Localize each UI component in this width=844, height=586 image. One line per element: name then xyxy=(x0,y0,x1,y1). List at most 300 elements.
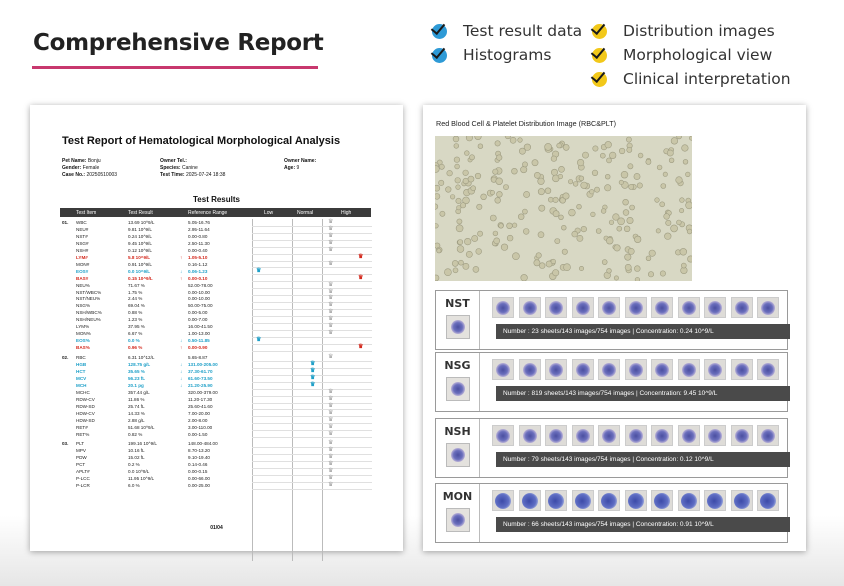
rbc-cell xyxy=(475,136,482,140)
rbc-cell xyxy=(559,215,564,220)
col-high: High xyxy=(341,210,352,216)
page-number: 01/04 xyxy=(210,525,223,531)
check-icon xyxy=(432,24,447,39)
cell-image[interactable] xyxy=(678,359,700,380)
section-number: 01. xyxy=(62,220,69,225)
cell-image[interactable] xyxy=(492,297,514,318)
rbc-cell xyxy=(453,268,458,273)
rbc-cell xyxy=(628,164,633,169)
rbc-cell xyxy=(666,220,671,225)
range-marker-icon: ♛ xyxy=(310,367,316,374)
owner-name-label: Owner Name: xyxy=(284,158,317,164)
cell-type-name: NSH xyxy=(444,425,471,438)
cell-image[interactable] xyxy=(678,490,700,511)
test-item: WBC xyxy=(76,220,87,225)
table-row xyxy=(60,424,371,431)
cell-image[interactable] xyxy=(492,359,514,380)
rbc-cell xyxy=(522,162,527,167)
range-marker-icon: ♛ xyxy=(328,482,334,489)
cell-image[interactable] xyxy=(492,425,514,446)
rbc-cell xyxy=(619,180,623,184)
rbc-cell xyxy=(602,260,607,265)
rbc-cell xyxy=(657,165,662,170)
cell-image[interactable] xyxy=(731,490,753,511)
rbc-cell xyxy=(628,248,634,254)
col-test-item: Test Item xyxy=(76,210,97,216)
rbc-cell xyxy=(507,235,513,241)
range-marker-icon: ♛ xyxy=(328,295,334,302)
rbc-cell xyxy=(521,166,527,172)
cell-image[interactable] xyxy=(678,297,700,318)
rbc-cell xyxy=(495,197,501,203)
test-item: APLT# xyxy=(76,469,90,475)
rbc-cell xyxy=(637,183,642,188)
cell-image[interactable] xyxy=(731,297,753,318)
reference-range: 2.50-11.30 xyxy=(188,240,210,246)
test-item: BAS% xyxy=(76,345,90,351)
title-underline xyxy=(32,66,318,69)
table-row xyxy=(60,254,371,261)
report-title: Test Report of Hematological Morphological Analysis xyxy=(62,135,341,147)
test-item: MCH xyxy=(76,382,87,388)
range-marker-icon: ♛ xyxy=(328,281,334,288)
table-row xyxy=(60,337,371,344)
rbc-cell xyxy=(518,138,523,143)
table-row xyxy=(60,389,371,396)
rbc-cell xyxy=(439,180,444,185)
cell-image[interactable] xyxy=(545,425,567,446)
cell-image[interactable] xyxy=(572,490,594,511)
check-icon xyxy=(592,72,607,87)
test-result: 5.8 10^9/L xyxy=(128,254,151,260)
rbc-cell xyxy=(677,136,682,139)
rbc-cell xyxy=(634,266,640,272)
test-result: 11.86 % xyxy=(128,396,145,402)
rbc-cell xyxy=(551,259,556,264)
reference-range: 61.60-73.50 xyxy=(188,375,213,381)
rbc-cell xyxy=(536,253,541,258)
rbc-cell xyxy=(532,160,538,166)
test-item: PDW xyxy=(76,455,87,461)
test-item: RET% xyxy=(76,431,90,437)
cell-image[interactable] xyxy=(572,359,594,380)
range-marker-icon: ♛ xyxy=(328,423,334,430)
range-marker-icon: ♛ xyxy=(358,253,364,260)
table-row xyxy=(60,226,371,233)
rbc-cell xyxy=(435,166,439,173)
cell-image[interactable] xyxy=(757,297,779,318)
rbc-cell xyxy=(609,152,616,159)
rbc-cell xyxy=(671,225,678,232)
rbc-cell xyxy=(464,238,471,245)
reference-range: 50.00-75.00 xyxy=(188,303,213,309)
rbc-cell xyxy=(452,260,458,266)
table-row xyxy=(60,323,371,330)
range-marker-icon: ♛ xyxy=(310,374,316,381)
rbc-cell xyxy=(569,209,576,216)
test-result: 37.95 % xyxy=(128,324,145,330)
rbc-cell xyxy=(626,137,631,142)
reference-range: 148.00-484.00 xyxy=(188,441,218,447)
test-result: 0.0 10^9/L xyxy=(128,268,151,274)
test-result: 128.75 g/L xyxy=(128,362,151,367)
rbc-cell xyxy=(630,205,635,210)
reference-range: 131.00-205.00 xyxy=(188,362,218,367)
cell-box-nst xyxy=(435,290,788,350)
table-row xyxy=(60,275,371,282)
rbc-cell xyxy=(435,194,440,200)
check-icon xyxy=(592,24,607,39)
cell-image[interactable] xyxy=(519,359,541,380)
rbc-cell xyxy=(688,256,693,262)
test-item: RBC xyxy=(76,355,86,361)
rbc-cell xyxy=(581,226,587,232)
cell-image[interactable] xyxy=(492,490,514,511)
test-result: 9.81 10^9/L xyxy=(128,226,152,232)
cell-image[interactable] xyxy=(651,359,673,380)
table-row xyxy=(60,295,371,302)
case-no: 20250510003 xyxy=(86,172,118,178)
range-marker-icon: ♛ xyxy=(328,316,334,323)
table-row xyxy=(60,440,371,447)
table-row xyxy=(60,382,371,389)
test-item: NSG% xyxy=(76,303,91,309)
rbc-cell xyxy=(473,266,479,272)
range-marker-icon: ♛ xyxy=(328,440,334,447)
rbc-cell xyxy=(518,214,524,220)
table-row xyxy=(60,247,371,254)
cell-image[interactable] xyxy=(651,297,673,318)
cell-image[interactable] xyxy=(625,425,647,446)
rbc-cell xyxy=(534,260,540,266)
gender-label: Gender: xyxy=(62,165,82,171)
cell-box-nsh xyxy=(435,418,788,478)
row-divider xyxy=(252,437,372,438)
rbc-cell xyxy=(478,144,483,149)
rbc-cell xyxy=(499,223,504,228)
range-marker-icon: ♛ xyxy=(328,430,334,437)
cell-image[interactable] xyxy=(757,425,779,446)
rbc-cell xyxy=(682,145,689,152)
test-item: PLT xyxy=(76,441,85,447)
rbc-cell xyxy=(621,171,628,178)
rbc-cell xyxy=(605,141,612,148)
rbc-cell xyxy=(471,186,476,191)
test-result: 199.16 10^9/L xyxy=(128,441,157,447)
reference-range: 25.60-41.60 xyxy=(188,403,213,409)
range-marker-icon: ♛ xyxy=(358,344,364,351)
rbc-cell xyxy=(545,143,552,150)
rbc-cell xyxy=(660,202,665,207)
rbc-cell xyxy=(447,170,453,176)
rbc-cell xyxy=(493,169,498,174)
cell-image-strip xyxy=(492,297,782,317)
cell-type-label xyxy=(436,291,480,349)
range-marker-icon: ♛ xyxy=(328,232,334,239)
range-marker-icon: ♛ xyxy=(328,447,334,454)
rbc-cell xyxy=(553,211,559,217)
cell-image[interactable] xyxy=(757,359,779,380)
rbc-cell xyxy=(683,159,688,164)
test-result: 10.16 fL xyxy=(128,448,145,454)
cell-image[interactable] xyxy=(598,359,620,380)
test-item: PCT xyxy=(76,462,86,468)
range-marker-icon: ♛ xyxy=(328,395,334,402)
test-item: MON% xyxy=(76,331,91,337)
result-arrow: ↑ xyxy=(180,275,183,281)
test-item: P-LCC xyxy=(76,476,90,482)
table-row xyxy=(60,447,371,454)
cell-type-label xyxy=(436,484,480,542)
rbc-cell xyxy=(607,268,612,273)
species-label: Species: xyxy=(160,165,181,171)
rbc-cell xyxy=(539,205,545,211)
cell-type-name: MON xyxy=(442,490,473,503)
table-row xyxy=(60,368,371,375)
rbc-cell xyxy=(457,219,462,224)
range-marker-icon: ♛ xyxy=(328,288,334,295)
test-item: NST# xyxy=(76,233,88,239)
cell-image[interactable] xyxy=(572,425,594,446)
rbc-cell xyxy=(439,164,444,169)
rbc-cell xyxy=(592,170,598,176)
cell-image[interactable] xyxy=(625,490,647,511)
cell-image-strip xyxy=(492,490,782,510)
cell-count-info: Number : 23 sheets/143 images/754 images | Concentration: 0.24 10^9/L xyxy=(496,324,790,339)
table-row xyxy=(60,361,371,368)
test-result: 2.88 g/L xyxy=(128,417,145,423)
rbc-cell xyxy=(623,199,629,205)
cell-image[interactable] xyxy=(598,425,620,446)
rbc-cell xyxy=(456,198,461,203)
rbc-cell xyxy=(605,185,611,191)
table-row xyxy=(60,316,371,323)
test-result: 0.0 % xyxy=(128,338,140,344)
cell-count-info: Number : 79 sheets/143 images/754 images | Concentration: 0.12 10^9/L xyxy=(496,452,790,467)
rbc-cell xyxy=(614,245,620,251)
test-result: 15.02 fL xyxy=(128,455,145,461)
cell-type-label xyxy=(436,353,480,411)
rbc-cell xyxy=(435,204,438,210)
test-time-label: Test Time: xyxy=(160,172,185,178)
rbc-cell xyxy=(649,250,655,256)
test-item: LYM# xyxy=(76,254,88,260)
rbc-cell xyxy=(627,147,632,152)
cell-image[interactable] xyxy=(625,297,647,318)
rbc-cell xyxy=(494,238,500,244)
range-marker-icon: ♛ xyxy=(256,337,262,344)
result-arrow: ↓ xyxy=(180,382,183,388)
cell-image[interactable] xyxy=(731,425,753,446)
rbc-cell xyxy=(656,229,660,233)
rbc-cell xyxy=(558,174,563,179)
table-row xyxy=(60,396,371,403)
cell-image[interactable] xyxy=(651,425,673,446)
test-item: HGB xyxy=(76,362,87,367)
test-result: 71.67 % xyxy=(128,282,145,288)
pet-name-label: Pet Name: xyxy=(62,158,87,164)
range-marker-icon: ♛ xyxy=(256,267,262,274)
cell-image[interactable] xyxy=(678,425,700,446)
table-row xyxy=(60,289,371,296)
table-row xyxy=(60,375,371,382)
cell-image[interactable] xyxy=(704,297,726,318)
section-number: 02. xyxy=(62,355,69,361)
gender: Female xyxy=(82,165,100,171)
reference-range: 0.00-0.15 xyxy=(188,469,208,475)
rbc-cell xyxy=(619,148,625,154)
test-result: 6.0 % xyxy=(128,483,140,489)
rbc-cell xyxy=(605,174,610,179)
rbc-cell xyxy=(680,248,687,255)
test-time: 2025-07-24 18:38 xyxy=(185,172,226,178)
cell-image[interactable] xyxy=(519,425,541,446)
rbc-cell xyxy=(435,275,439,281)
rbc-cell xyxy=(496,155,502,161)
rbc-cell xyxy=(538,188,544,194)
cell-image[interactable] xyxy=(545,490,567,511)
range-marker-icon: ♛ xyxy=(328,354,334,361)
table-row xyxy=(60,344,371,351)
rbc-cell xyxy=(481,194,487,200)
rbc-cell xyxy=(568,180,572,184)
test-item: LYM% xyxy=(76,324,90,330)
reference-range: 2.00-8.00 xyxy=(188,417,208,423)
reference-range: 0.00-10.00 xyxy=(188,289,210,295)
rbc-cell xyxy=(607,158,612,163)
cell-image[interactable] xyxy=(545,359,567,380)
reference-range: 9.10-19.40 xyxy=(188,455,210,461)
rbc-cell xyxy=(623,210,629,216)
table-row xyxy=(60,354,371,361)
test-result: 0.91 10^9/L xyxy=(128,261,152,267)
cell-image[interactable] xyxy=(704,359,726,380)
cell-image[interactable] xyxy=(545,297,567,318)
range-marker-icon: ♛ xyxy=(328,246,334,253)
table-row xyxy=(60,417,371,424)
table-row xyxy=(60,475,371,482)
range-marker-icon: ♛ xyxy=(328,402,334,409)
cell-image[interactable] xyxy=(598,490,620,511)
rbc-cell xyxy=(646,159,651,164)
rbc-cell xyxy=(523,229,529,235)
rbc-cell xyxy=(444,269,451,276)
rbc-cell xyxy=(524,191,530,197)
table-row xyxy=(60,468,371,475)
rbc-cell xyxy=(686,202,692,209)
rbc-cell xyxy=(687,229,692,234)
cell-image[interactable] xyxy=(731,359,753,380)
reference-range: 0.16-1.12 xyxy=(188,261,208,267)
cell-type-label xyxy=(436,419,480,477)
feature-clinical-interpretation xyxy=(592,70,791,88)
cell-image[interactable] xyxy=(757,490,779,511)
rbc-cell xyxy=(665,233,672,240)
cell-type-name: NST xyxy=(445,297,470,310)
table-row xyxy=(60,302,371,309)
cell-image[interactable] xyxy=(704,490,726,511)
rbc-cell xyxy=(655,198,660,203)
rbc-cell xyxy=(663,172,667,176)
rbc-cell xyxy=(538,232,544,238)
table-row xyxy=(60,219,371,226)
meta-col-3 xyxy=(284,158,316,172)
test-result: 20.1 pg xyxy=(128,382,144,388)
owner-tel-label: Owner Tel.: xyxy=(160,158,187,164)
reference-range: 0.00-25.00 xyxy=(188,483,210,489)
rbc-cell xyxy=(689,136,692,140)
rbc-cell xyxy=(577,204,582,209)
rbc-cell xyxy=(676,177,683,184)
test-item: NSH/WBC% xyxy=(76,310,102,316)
rbc-cell xyxy=(469,155,474,160)
rbc-cell xyxy=(456,225,463,232)
test-result: 51.68 10^9/L xyxy=(128,424,155,430)
test-item: EOS# xyxy=(76,268,89,274)
test-result: 56.23 fL xyxy=(128,375,146,381)
test-result: 13.69 10^9/L xyxy=(128,220,155,225)
cell-image[interactable] xyxy=(519,297,541,318)
test-item: NST/NEU% xyxy=(76,296,101,302)
row-divider xyxy=(252,489,372,490)
rbc-cell xyxy=(617,226,622,231)
cell-thumbnail xyxy=(446,377,470,401)
reference-range: 11.20-17.30 xyxy=(188,396,213,402)
cell-image[interactable] xyxy=(598,297,620,318)
cell-image[interactable] xyxy=(572,297,594,318)
reference-range: 0.00-1.50 xyxy=(188,431,208,437)
rbc-cell xyxy=(609,220,614,225)
cell-image[interactable] xyxy=(625,359,647,380)
test-result: 0.0 10^9/L xyxy=(128,469,150,475)
rbc-cell xyxy=(548,197,553,202)
test-result: 0.24 10^9/L xyxy=(128,233,152,239)
test-item: NSH/NEU% xyxy=(76,317,101,323)
reference-range: 0.50-11.85 xyxy=(188,338,210,344)
rbc-cell xyxy=(634,173,640,179)
range-marker-icon: ♛ xyxy=(328,225,334,232)
rbc-cell xyxy=(477,204,482,209)
cell-image[interactable] xyxy=(519,490,541,511)
rbc-cell xyxy=(496,178,503,185)
test-result: 9.45 10^9/L xyxy=(128,240,152,246)
rbc-cell xyxy=(538,178,545,185)
rbc-cell xyxy=(440,211,445,216)
rbc-cell xyxy=(545,188,551,194)
cell-image[interactable] xyxy=(651,490,673,511)
rbc-cell xyxy=(510,137,516,143)
range-marker-icon: ♛ xyxy=(310,381,316,388)
rbc-cell xyxy=(614,276,618,280)
rbc-cell xyxy=(501,244,508,251)
rbc-cell xyxy=(635,277,640,281)
rbc-cell xyxy=(590,189,595,194)
rbc-cell xyxy=(634,236,641,243)
range-marker-icon: ♛ xyxy=(328,409,334,416)
test-result: 0.82 % xyxy=(128,431,143,437)
rbc-cell xyxy=(553,197,558,202)
test-item: HDW-SD xyxy=(76,417,95,423)
age: 9 xyxy=(296,165,300,171)
rbc-cell xyxy=(463,170,469,176)
results-table-header xyxy=(60,208,371,217)
range-marker-icon: ♛ xyxy=(328,468,334,475)
result-arrow: ↓ xyxy=(180,362,183,367)
rbc-plt-microscope-image xyxy=(435,136,692,281)
rbc-cell xyxy=(582,152,588,158)
cell-image[interactable] xyxy=(704,425,726,446)
feature-distribution-images xyxy=(592,22,782,40)
